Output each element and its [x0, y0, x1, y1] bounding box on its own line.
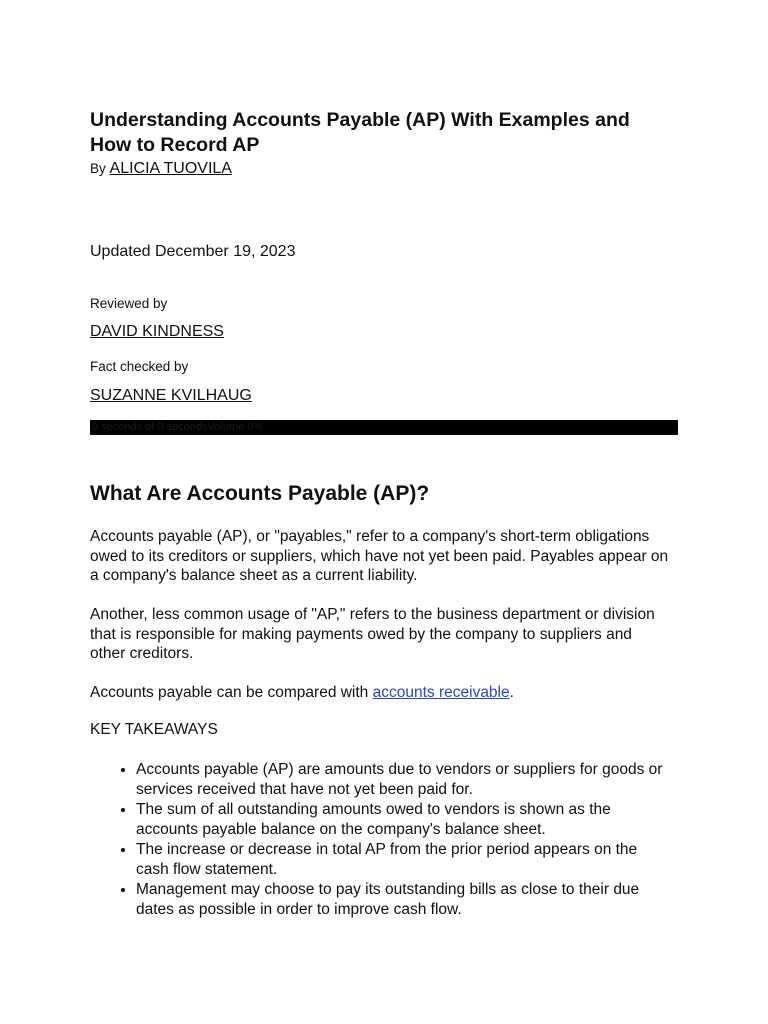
author-link[interactable]: ALICIA TUOVILA [109, 160, 232, 177]
article-title: Understanding Accounts Payable (AP) With Examples and How to Record AP [90, 109, 630, 156]
fact-checked-label: Fact checked by [90, 359, 189, 374]
reviewed-by-label: Reviewed by [90, 296, 168, 311]
list-item: • The increase or decrease in total AP from the prior period appears on the cash flow statement. [136, 840, 670, 880]
reviewer-link[interactable]: DAVID KINDNESS [90, 323, 224, 340]
paragraph-definition: Accounts payable (AP), or "payables," refer to a company's short-term obligations owed to its creditors or suppliers, which have not yet been paid. Payables appear on a company's balance sheet as a current liability. [90, 528, 669, 584]
key-takeaways-list [90, 760, 670, 920]
byline-label: By [90, 161, 106, 176]
list-item: • Management may choose to pay its outstanding bills as close to their due dates as possible in order to improve cash flow. [136, 880, 670, 920]
section-heading: What Are Accounts Payable (AP)? [90, 482, 430, 505]
list-item: • The sum of all outstanding amounts owed to vendors is shown as the accounts payable balance on the company's balance sheet. [136, 800, 670, 840]
list-item: • Accounts payable (AP) are amounts due to vendors or suppliers for goods or services received that have not yet been paid for. [136, 760, 670, 800]
fact-checker-link[interactable]: SUZANNE KVILHAUG [90, 387, 252, 404]
video-player-bar[interactable] [90, 420, 678, 435]
key-takeaways-heading: KEY TAKEAWAYS [90, 721, 218, 738]
byline [90, 160, 232, 178]
paragraph-comparison [90, 683, 670, 703]
updated-date: Updated December 19, 2023 [90, 243, 296, 260]
comparison-suffix: . [509, 684, 514, 701]
accounts-receivable-link[interactable]: accounts receivable [372, 684, 510, 701]
paragraph-department: Another, less common usage of "AP," refers to the business department or division that is responsible for making payments owed by the company to suppliers and other creditors. [90, 606, 655, 662]
video-status-text: 0 seconds of 0 secondsVolume 0% [92, 421, 264, 433]
comparison-prefix: Accounts payable can be compared with [90, 684, 373, 701]
